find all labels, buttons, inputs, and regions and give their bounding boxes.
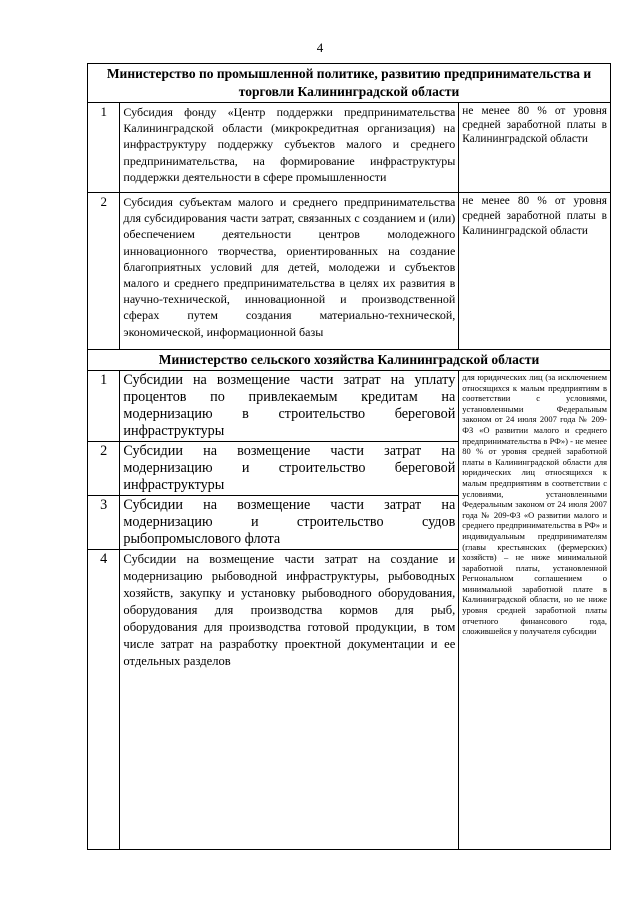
section-title-industry-ministry: Министерство по промышленной политике, развитию предпринимательства и торговли Калининградской области: [88, 64, 611, 103]
subsidy-description: Субсидия фонду «Центр поддержки предпринимательства Калининградской области (микрокредитная организация) на инфраструктуру поддержку субъектов малого и среднего предпринимательства, на формирование инфраструктуры поддержки деятельности в сфере промышленности: [120, 103, 459, 193]
row-number: 2: [88, 193, 120, 350]
section-title-agriculture-ministry: Министерство сельского хозяйства Калининградской области: [88, 350, 611, 371]
subsidy-description: Субсидии на возмещение части затрат на создание и модернизацию рыбоводной инфраструктуры, рыбоводных хозяйств, закупку и установку рыбоводного оборудования, оборудования для производства кормов для рыб, оборудования для производства готовой продукции, в том числе затрат на разработку проектной документации и ее отдельных разделов: [120, 550, 459, 850]
row-number: 4: [88, 550, 120, 850]
page-number: 4: [316, 40, 324, 55]
row-number: 1: [88, 371, 120, 442]
subsidy-description: Субсидия субъектам малого и среднего предпринимательства для субсидирования части затрат, связанных с созданием и (или) обеспечением деятельности центров молодежного инновационного творчества, ориентированных на создание благоприятных условий для детей, молодежи и субъектов малого и среднего предпринимательства в целях их развития в научно-технической, инновационной и производственной сферах путем создания материально-технической, экономической, информационной базы: [120, 193, 459, 350]
row-number: 1: [88, 103, 120, 193]
row-number: 2: [88, 442, 120, 496]
subsidy-description: Субсидии на возмещение части затрат на модернизацию и строительство береговой инфраструктуры: [120, 442, 459, 496]
subsidies-table-frame: [87, 63, 611, 831]
subsidies-table: [87, 63, 611, 850]
salary-criterion: для юридических лиц (за исключением относящихся к малым предприятиям в соответствии с условиями, установленными Федеральным законом от 24 июля 2007 года № 209-ФЗ «О развитии малого и среднего предпринимательства в РФ») - не менее 80 % от уровня средней заработной платы в Калининградской области для юридических лиц относящихся к малым предприятиям в соответствии с условиями, установленными Федеральным законом от 24 июля 2007 года № 209-ФЗ «О развитии малого и среднего предпринимательства в РФ» и индивидуальным предпринимателям (главы крестьянских (фермерских) хозяйств) – не ниже минимальной заработной платы, установленной Регнональном соглашением о минимальной заработной плате в Калининградской области, но не ниже уровня средней заработной платы отчетного финансового года, сложившейся у получателя субсидии: [459, 371, 611, 850]
subsidy-description: Субсидии на возмещение части затрат на модернизацию и строительство судов рыбопромыслового флота: [120, 496, 459, 550]
salary-criterion: не менее 80 % от уровня средней заработной платы в Калининградской области: [459, 103, 611, 193]
row-number: 3: [88, 496, 120, 550]
salary-criterion: не менее 80 % от уровня средней заработной платы в Калининградской области: [459, 193, 611, 350]
subsidy-description: Субсидии на возмещение части затрат на уплату процентов по привлекаемым кредитам на модернизацию в строительство береговой инфраструктуры: [120, 371, 459, 442]
